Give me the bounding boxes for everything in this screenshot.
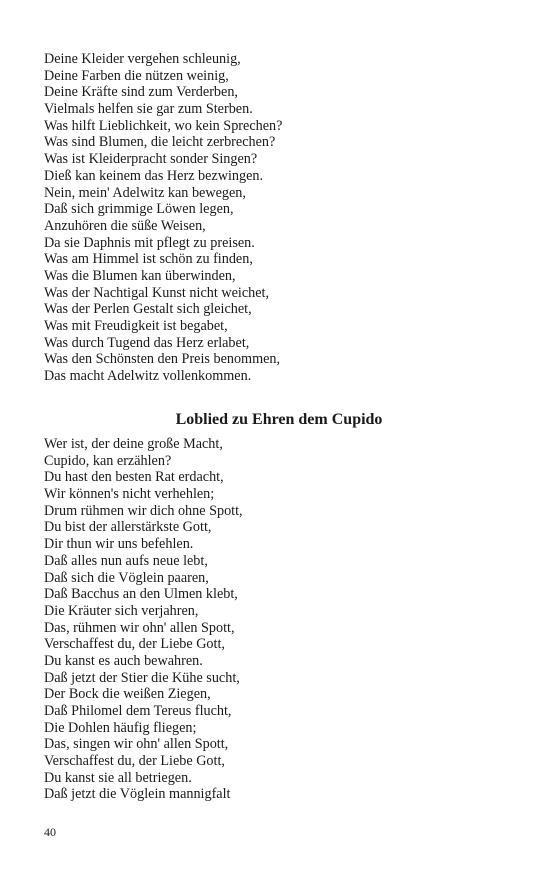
verse-line: Die Dohlen häufig fliegen; (44, 719, 197, 736)
verse-line: Die Kräuter sich verjahren, (44, 602, 199, 619)
verse-line: Was durch Tugend das Herz erlabet, (44, 334, 250, 351)
verse-line: Daß jetzt die Vöglein mannigfalt (44, 786, 231, 803)
verse-line: Was am Himmel ist schön zu finden, (44, 251, 253, 268)
verse-line: Was der Nachtigal Kunst nicht weichet, (44, 284, 269, 301)
verse-line: Dieß kan keinem das Herz bezwingen. (44, 167, 264, 184)
verse-line: Vielmals helfen sie gar zum Sterben. (44, 101, 253, 118)
verse-line: Was hilft Lieblichkeit, wo kein Sprechen? (44, 117, 283, 134)
verse-line: Daß Bacchus an den Ulmen klebt, (44, 586, 238, 603)
verse-line: Was die Blumen kan überwinden, (44, 267, 236, 284)
verse-line: Verschaffest du, der Liebe Gott, (44, 636, 225, 653)
verse-line: Daß sich die Vöglein paaren, (44, 569, 209, 586)
verse-line: Da sie Daphnis mit pflegt zu preisen. (44, 234, 255, 251)
verse-line: Du kanst es auch bewahren. (44, 652, 203, 669)
verse-line: Der Bock die weißen Ziegen, (44, 686, 211, 703)
verse-line: Du hast den besten Rat erdacht, (44, 469, 224, 486)
verse-line: Was den Schönsten den Preis benommen, (44, 351, 281, 368)
verse-line: Wir können's nicht verhehlen; (44, 486, 215, 503)
verse-line: Daß alles nun aufs neue lebt, (44, 552, 208, 569)
poem-stanza-1 (44, 51, 282, 385)
verse-line: Du bist der allerstärkste Gott, (44, 519, 212, 536)
verse-line: Du kanst sie all betriegen. (44, 769, 192, 786)
verse-line: Anzuhören die süße Weisen, (44, 217, 206, 234)
verse-line: Wer ist, der deine große Macht, (44, 436, 223, 452)
verse-line: Was der Perlen Gestalt sich gleichet, (44, 301, 252, 318)
verse-line: Was ist Kleiderpracht sonder Singen? (44, 151, 258, 168)
verse-line: Was sind Blumen, die leicht zerbrechen? (44, 134, 276, 151)
verse-line: Nein, mein' Adelwitz kan bewegen, (44, 184, 246, 201)
verse-line: Deine Kräfte sind zum Verderben, (44, 84, 238, 101)
poem-title: Loblied zu Ehren dem Cupido (175, 411, 383, 428)
verse-line: Daß sich grimmige Löwen legen, (44, 201, 234, 218)
verse-line: Das, singen wir ohn' allen Spott, (44, 736, 229, 753)
verse-line: Was mit Freudigkeit ist begabet, (44, 318, 228, 334)
verse-line: Cupido, kan erzählen? (44, 452, 172, 469)
verse-line: Das macht Adelwitz vollenkommen. (44, 368, 252, 385)
verse-line: Deine Farben die nützen weinig, (44, 67, 229, 84)
poem-stanza-2 (44, 436, 243, 803)
verse-line: Das, rühmen wir ohn' allen Spott, (44, 619, 235, 636)
verse-line: Daß jetzt der Stier die Kühe sucht, (44, 669, 240, 686)
verse-line: Daß Philomel dem Tereus flucht, (44, 703, 232, 719)
verse-line: Dir thun wir uns befehlen. (44, 536, 194, 553)
page-number: 40 (44, 825, 56, 839)
verse-line: Deine Kleider vergehen schleunig, (44, 51, 241, 67)
verse-line: Verschaffest du, der Liebe Gott, (44, 753, 225, 770)
verse-line: Drum rühmen wir dich ohne Spott, (44, 502, 243, 519)
